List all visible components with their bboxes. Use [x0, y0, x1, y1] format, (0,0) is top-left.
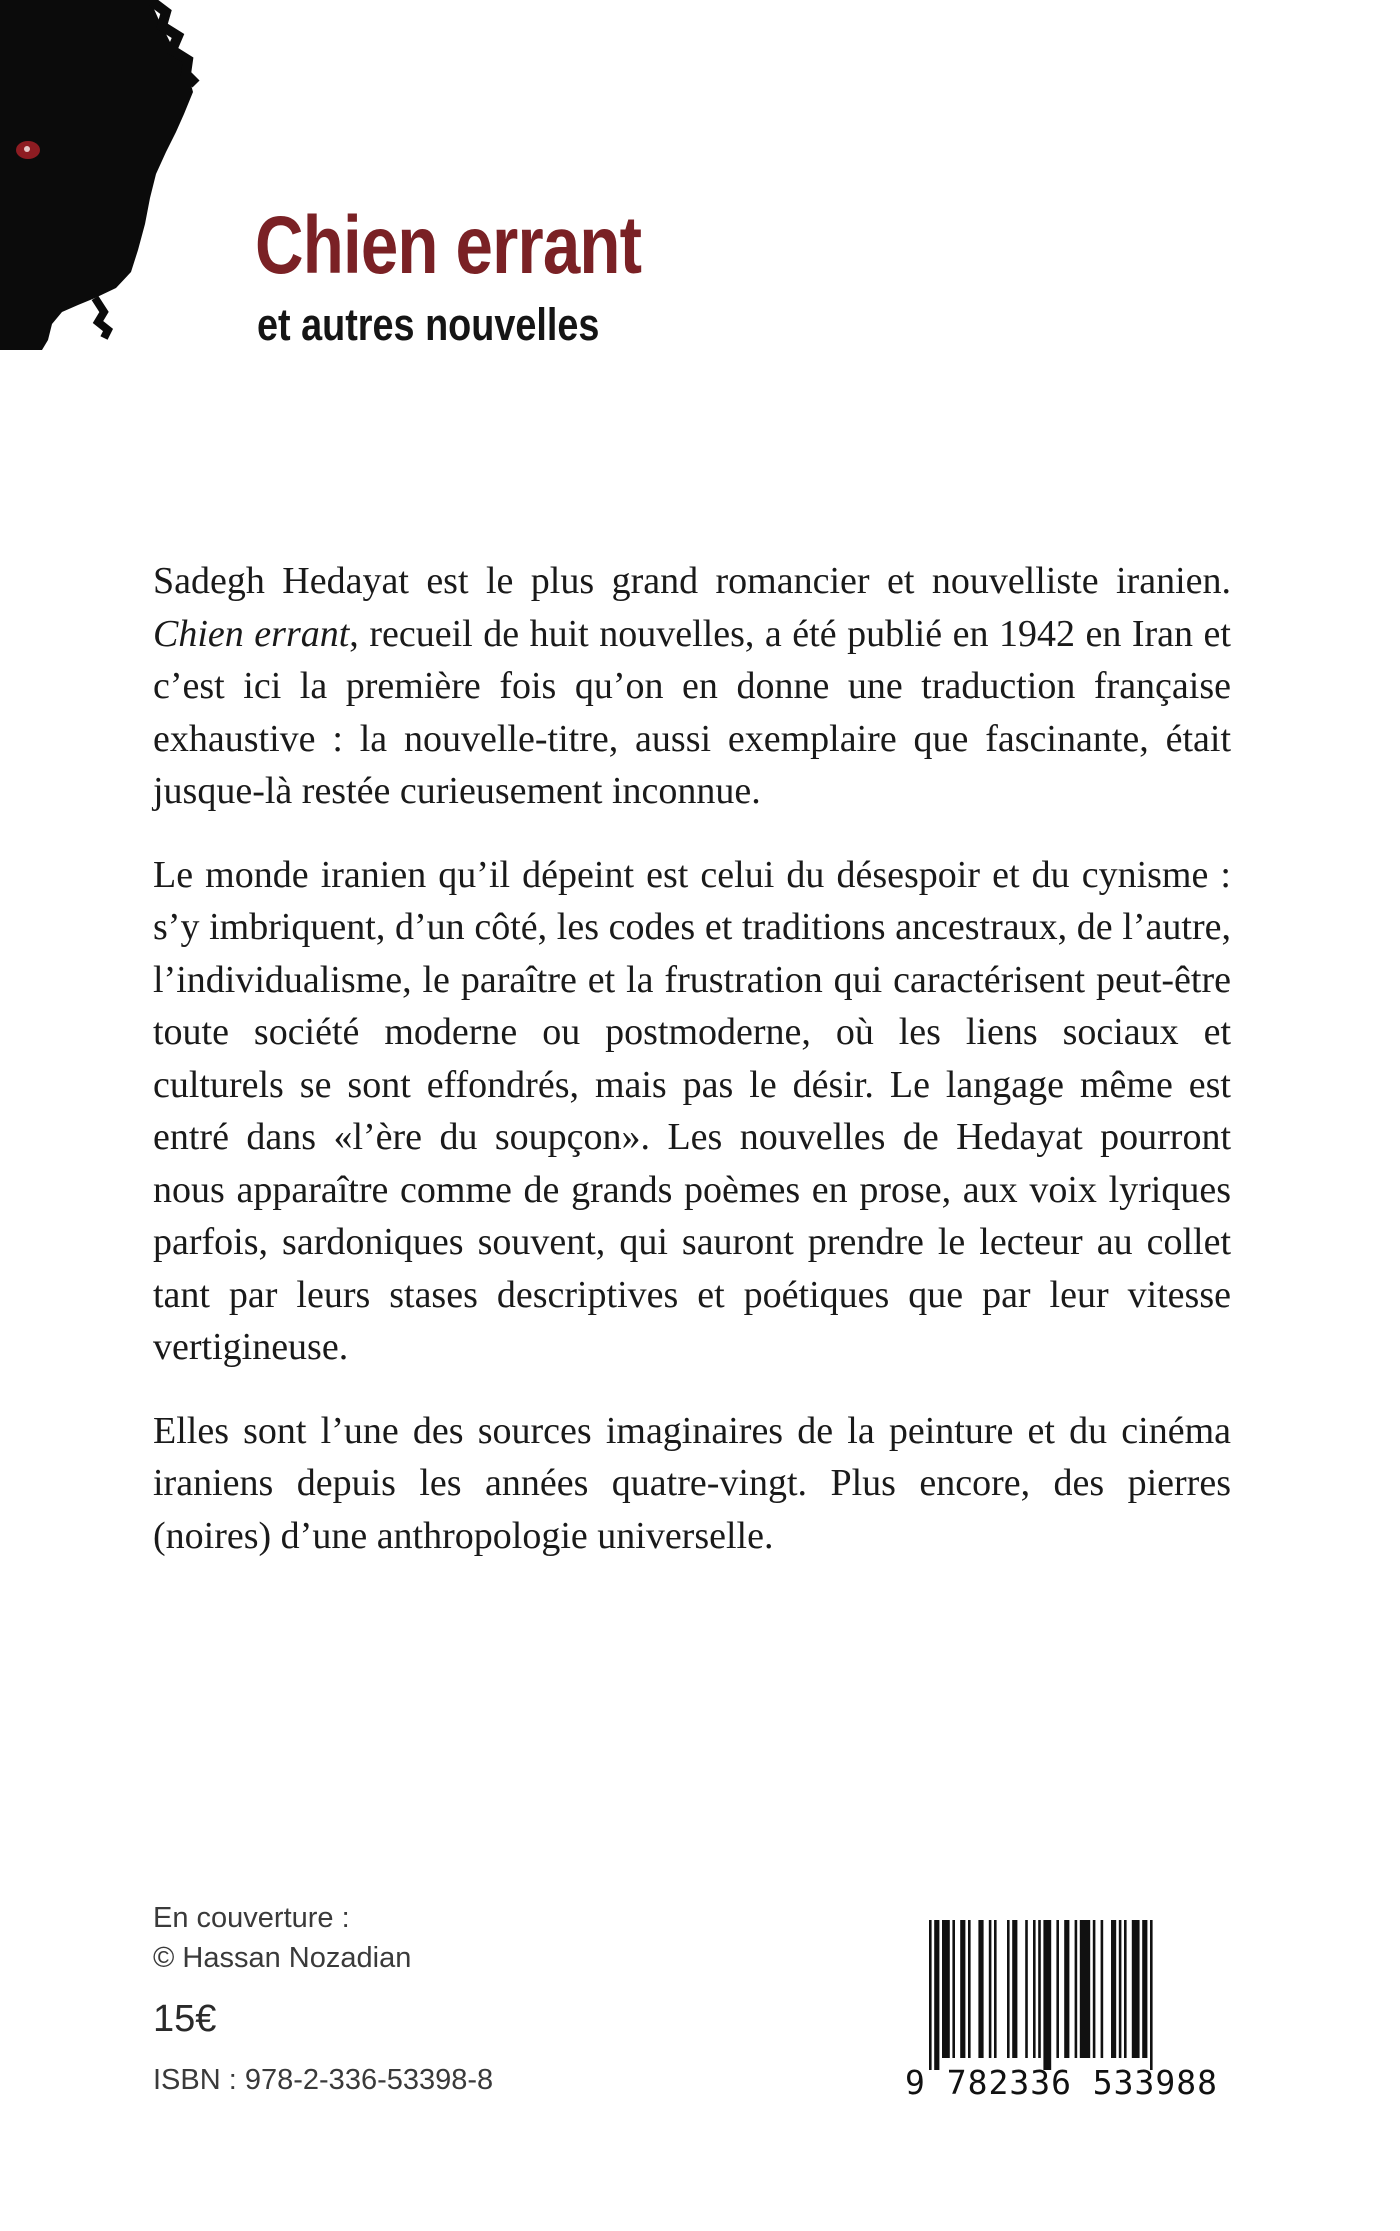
cover-credit	[153, 1898, 411, 1978]
blurb-paragraph-1	[153, 555, 1231, 818]
barcode-number: 9 782336 533988	[905, 2063, 1219, 2102]
blurb-paragraph-1-rest: , recueil de huit nouvelles, a été publié en 1942 en Iran et c’est ici la première fois qu’on en donne une traduction française exhaustive : la nouvelle-titre, aussi exemplaire que fascinante, était jusque-là restée curieusement inconnue.	[153, 612, 1231, 812]
cover-credit-artist: © Hassan Nozadian	[153, 1942, 412, 1974]
blurb-title-italic: Chien errant	[153, 612, 350, 655]
blurb-paragraph-3: Elles sont l’une des sources imaginaires de la peinture et du cinéma iraniens depuis les années quatre-vingt. Plus encore, des pierres (noires) d’une anthropologie universelle.	[153, 1409, 1231, 1557]
blurb-paragraph-1-lead: Sadegh Hedayat est le plus grand romancier et nouvelliste iranien.	[153, 560, 1231, 602]
blurb-paragraph-2: Le monde iranien qu’il dépeint est celui du désespoir et du cynisme : s’y imbriquent, d’un côté, les codes et traditions ancestraux, de l’autre, l’individualisme, le paraître et la frustration qui caractérisent peut-être toute société moderne ou postmoderne, où les liens sociaux et culturels se sont effondrés, mais pas le désir. Le langage même est entré dans «l’ère du soupçon». Les nouvelles de Hedayat pourront nous apparaître comme de grands poèmes en prose, aux voix lyriques parfois, sardoniques souvent, qui sauront prendre le lecteur au collet tant par leurs stases descriptives et poétiques que par leur vitesse vertigineuse.	[153, 853, 1231, 1368]
book-title: Chien errant	[255, 200, 642, 291]
isbn: ISBN : 978-2-336-53398-8	[153, 2064, 494, 2096]
cover-credit-label: En couverture :	[153, 1902, 350, 1934]
barcode-bars-icon	[927, 1920, 1232, 2070]
blurb	[153, 555, 1231, 1593]
price: 15€	[153, 1998, 217, 2040]
dog-silhouette-icon	[0, 0, 200, 360]
barcode	[905, 1920, 1235, 2120]
book-subtitle: et autres nouvelles	[257, 299, 600, 350]
